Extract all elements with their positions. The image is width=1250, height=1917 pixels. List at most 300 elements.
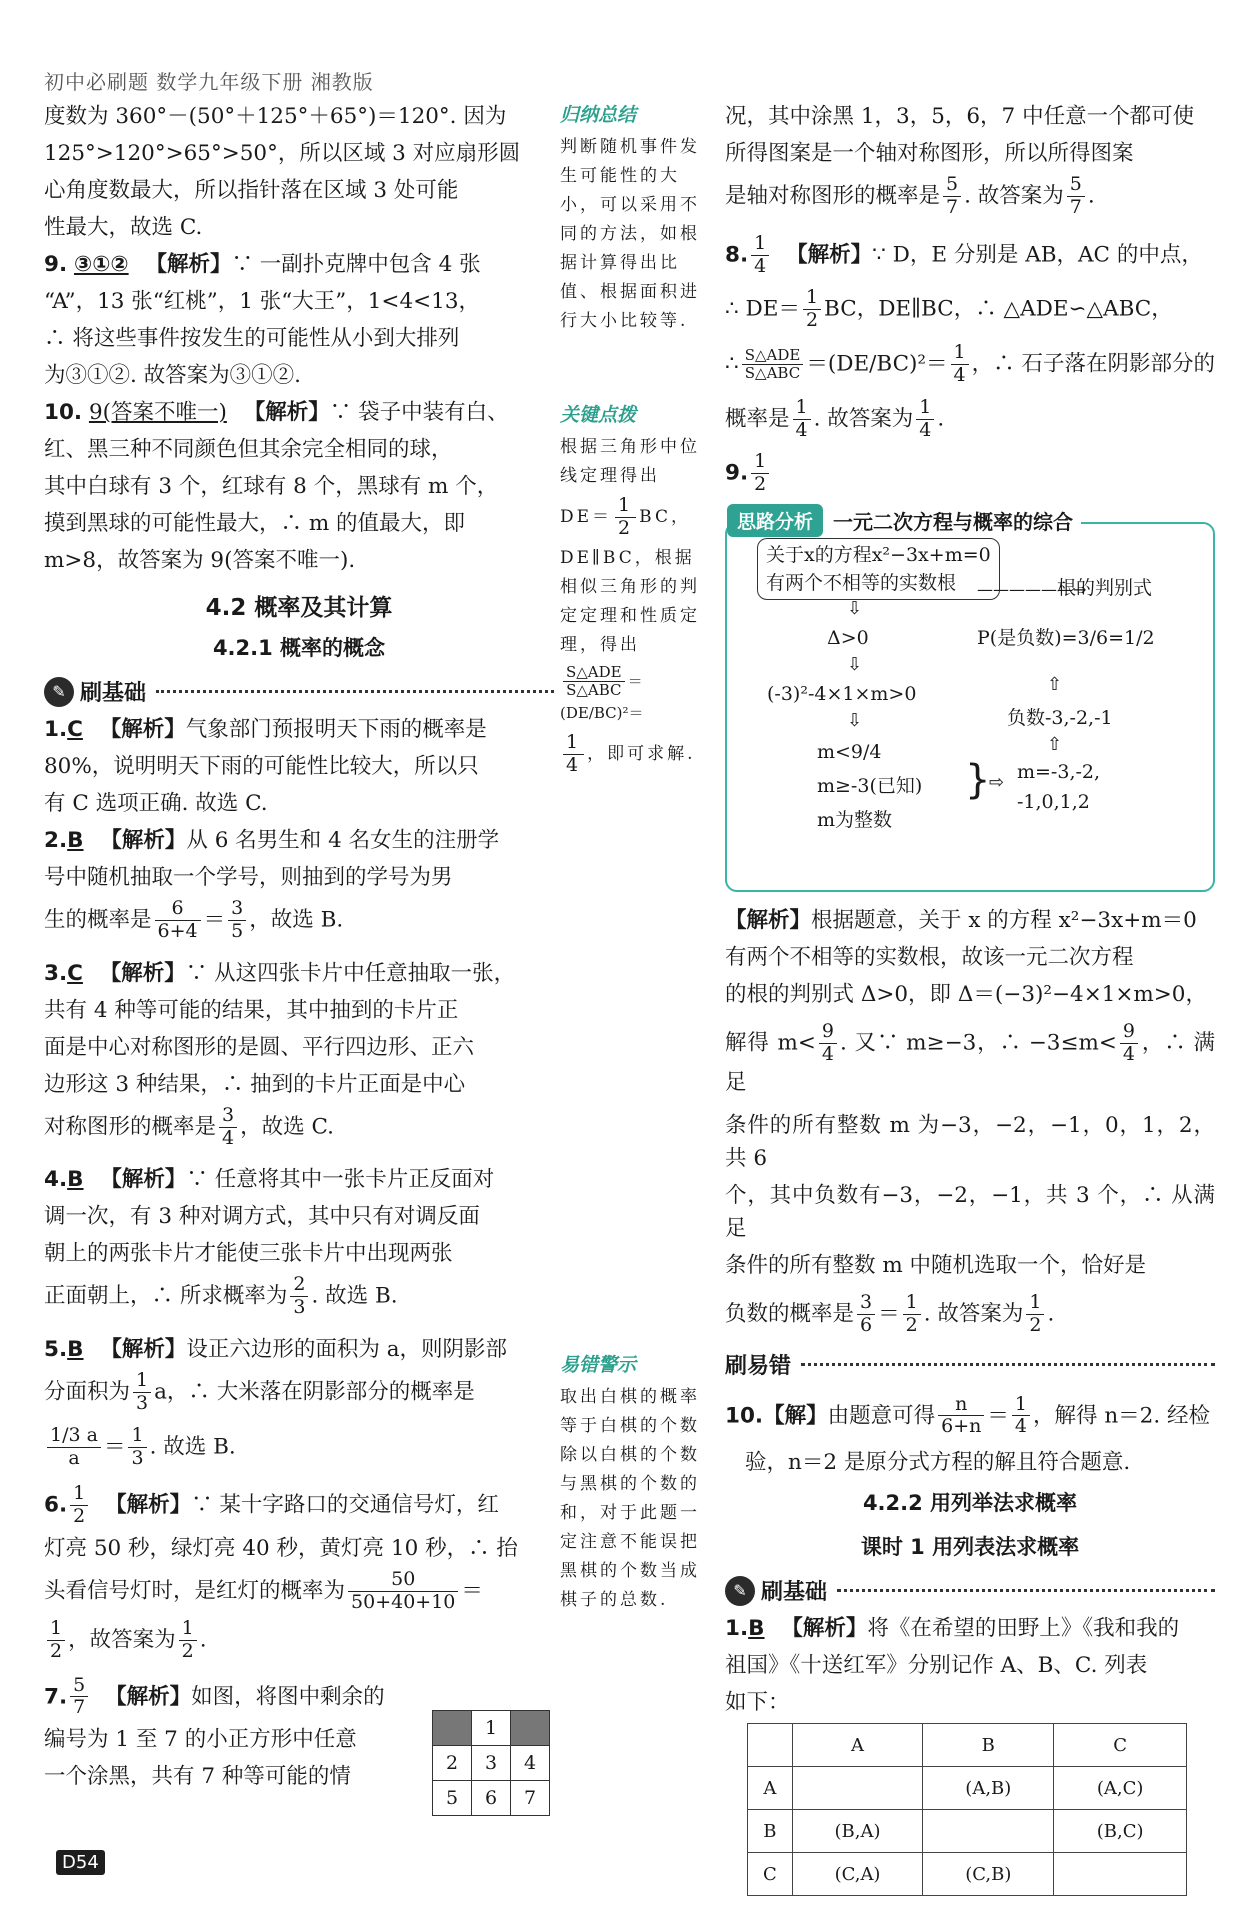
numerator: 1 [751, 233, 769, 256]
analysis-tag: 【解析】 [99, 960, 186, 986]
numerator: S△ADE [563, 664, 625, 682]
text: ∴ [725, 351, 739, 377]
badge-row [44, 676, 554, 707]
text: 对称图形的概率是 [44, 1114, 217, 1140]
text-line: 如下： [725, 1690, 790, 1716]
page-number: D54 [56, 1850, 105, 1875]
numerator: 1 [951, 342, 969, 365]
grid-cell-shaded [433, 1711, 472, 1746]
analysis-tag: 【解析】 [100, 828, 187, 853]
denominator: 7 [946, 195, 959, 218]
left-column [44, 100, 554, 1797]
text: 生的概率是 [44, 907, 152, 933]
pen-icon: ✎ [725, 1576, 755, 1606]
question-9 [725, 451, 1215, 496]
numerator: 3 [219, 1105, 237, 1128]
arrow-up-icon: ⇧ [1047, 734, 1063, 756]
text-line: 的根的判别式 Δ>0，即 Δ＝(−3)²−4×1×m>0， [725, 982, 1207, 1008]
text: ，故答案为 [68, 1627, 176, 1653]
numerator: 1/3 a [47, 1425, 101, 1448]
text: . 故答案为 [964, 183, 1064, 209]
arrow-down-icon: ⇩ [847, 710, 863, 732]
flow-node: m<9/4 [817, 741, 882, 764]
numerator: 1 [47, 1618, 65, 1641]
text: ，∴ 石子落在阴影部分的 [971, 351, 1215, 377]
question-6 [44, 1483, 554, 1528]
denominator: 4 [821, 1042, 834, 1065]
text-line [44, 1274, 554, 1319]
answer: B [67, 1167, 84, 1193]
text-line: ∴ 将这些事件按发生的可能性从小到大排列 [44, 326, 460, 351]
pen-icon: ✎ [44, 677, 74, 707]
arrow-right-icon: ⇨ [989, 772, 1005, 794]
question-number: 5. [44, 1337, 68, 1363]
equals: ＝ [203, 907, 226, 933]
text: ＝(DE/BC)²＝ [560, 671, 644, 723]
fraction [155, 898, 201, 943]
question-10 [44, 396, 554, 429]
text-line: 共有 4 种等可能的结果，其中抽到的卡片正 [44, 997, 459, 1023]
text-line: 面是中心对称图形的是圆、平行四边形、正六 [44, 1034, 475, 1060]
question-number: 8. [725, 242, 749, 268]
denominator: 2 [905, 1313, 918, 1336]
flow-node: m为整数 [817, 809, 893, 832]
equals: ＝ [461, 1578, 483, 1604]
text: ∵ D，E 分别是 AB，AC 的中点， [872, 242, 1203, 268]
denominator: 2 [618, 516, 634, 539]
text: ∵ 一副扑克牌中包含 4 张 [231, 252, 481, 277]
answer: B [67, 1337, 84, 1363]
text-line: 有 C 选项正确. 故选 C. [44, 791, 268, 816]
text: ∴ DE＝ [725, 296, 800, 322]
table-cell: (B,A) [792, 1810, 923, 1853]
answer-fraction [751, 451, 769, 496]
text: ＝(DE/BC)²＝ [806, 351, 948, 377]
question-number: 1. [44, 717, 68, 742]
denominator: 5 [231, 919, 244, 942]
answer-fraction [70, 1675, 88, 1720]
subsection-title: 4.2.1 概率的概念 [212, 636, 386, 660]
fraction [290, 1274, 308, 1319]
question-3 [44, 957, 554, 990]
table-cell: C [748, 1853, 793, 1896]
question-number: 9. [44, 252, 68, 277]
flow-node: 负数-3,-2,-1 [1007, 707, 1113, 730]
flow-node: -1,0,1,2 [1017, 791, 1090, 814]
text: . [937, 406, 945, 432]
denominator: a [68, 1446, 80, 1469]
analysis-tag: 【解析】 [100, 1167, 187, 1193]
question-number: 2. [44, 828, 68, 853]
denominator: 7 [1069, 195, 1082, 218]
table-cell [792, 1767, 923, 1810]
answer: C [67, 717, 83, 742]
flowchart-title: 一元二次方程与概率的综合 [833, 510, 1074, 535]
dotted-divider [801, 1363, 1215, 1366]
side-note-text: 根据三角形中位线定理得出 [560, 437, 700, 486]
text-line: 况，其中涂黑 1，3，5，6，7 中任意一个都可使 [725, 104, 1195, 129]
text: 气象部门预报明天下雨的概率是 [185, 717, 487, 742]
fraction [819, 1021, 837, 1066]
flow-text: 有两个不相等的实数根 [766, 572, 957, 595]
text: 概率是 [725, 406, 790, 432]
table-cell [923, 1810, 1054, 1853]
grid-cell: 5 [433, 1781, 472, 1816]
text: . [1087, 183, 1095, 209]
equals: ＝ [878, 1301, 900, 1327]
answer: B [748, 1616, 765, 1642]
side-note-text [560, 495, 700, 540]
numerator: 3 [857, 1292, 875, 1315]
badge-label: 刷基础 [761, 1580, 828, 1606]
denominator: 4 [222, 1126, 235, 1149]
denominator: 4 [1014, 1415, 1027, 1438]
side-note-text: 取出白棋的概率等于白棋的个数除以白棋的个数与黑棋的个数的和，对于此题一定注意不能误把黑棋的个数当成棋子的总数. [560, 1387, 700, 1610]
text: ，故选 C. [240, 1114, 334, 1140]
text: 负数的概率是 [725, 1301, 855, 1327]
numerator: 2 [290, 1274, 308, 1297]
denominator: 6 [860, 1313, 873, 1336]
text-line: 朝上的两张卡片才能使三张卡片中出现两张 [44, 1241, 453, 1267]
answer: 9(答案不唯一) [88, 400, 227, 425]
numerator: 5 [1067, 174, 1085, 197]
text-line: 红、黑三种不同颜色但其余完全相同的球， [44, 437, 453, 462]
analysis-tag: 【解析】 [243, 400, 330, 425]
text-line: 有两个不相等的实数根，故该一元二次方程 [725, 945, 1134, 971]
badge-basic [44, 676, 146, 707]
analysis-tag: 【解析】 [100, 1337, 187, 1363]
numerator: 1 [903, 1292, 921, 1315]
numerator: 1 [803, 287, 821, 310]
side-note-text [560, 732, 700, 777]
numerator: 5 [70, 1675, 88, 1698]
text: BC，DE∥BC，∴ △ADE∽△ABC， [824, 296, 1173, 322]
numerator: 1 [615, 495, 636, 518]
side-note-heading: 关键点拨 [560, 404, 637, 426]
text: 如图，将图中剩余的 [191, 1683, 385, 1709]
question-7 [44, 1675, 414, 1720]
analysis-flowchart [725, 510, 1215, 892]
flow-node: m≥-3(已知) [817, 775, 923, 798]
question-number: 9. [725, 460, 749, 486]
numerator: 5 [943, 174, 961, 197]
text: ，即可求解. [587, 744, 696, 765]
text-line [725, 397, 1215, 442]
text: ，解得 n＝2. 经检 [1032, 1402, 1211, 1428]
text: 从 6 名男生和 4 名女生的注册学 [186, 828, 500, 853]
text-line [44, 1618, 554, 1663]
fraction [903, 1292, 921, 1337]
denominator: 4 [953, 363, 966, 386]
table-header-cell: C [1054, 1724, 1187, 1767]
text-line: 80%，说明明天下雨的可能性比较大，所以只 [44, 754, 479, 779]
text: . 故答案为 [923, 1301, 1024, 1327]
flow-node: m=-3,-2, [1017, 761, 1101, 784]
text: 根据题意，关于 x 的方程 x²−3x+m＝0 [811, 908, 1197, 934]
text-line: 一个涂黑，共有 7 种等可能的情 [44, 1764, 351, 1790]
text-line: 条件的所有整数 m 为−3，−2，−1，0，1，2，共 6 [725, 1112, 1215, 1171]
badge-basic [725, 1575, 827, 1606]
numerator: 1 [179, 1618, 197, 1641]
text-line: 心角度数最大，所以指针落在区域 3 处可能 [44, 178, 459, 203]
table-row [748, 1767, 1187, 1810]
flowchart-header [727, 504, 1081, 537]
denominator: 2 [181, 1639, 194, 1662]
question-9 [44, 248, 554, 281]
text-line: m>8，故答案为 9(答案不唯一). [44, 548, 356, 573]
flow-label: 根的判别式 [1057, 577, 1153, 600]
fraction [348, 1569, 458, 1614]
solution-tag: 【解】 [763, 1402, 828, 1428]
denominator: 3 [131, 1446, 144, 1469]
table-cell: (B,C) [1054, 1810, 1187, 1853]
denominator: 2 [1029, 1313, 1042, 1336]
text-line: 祖国》《十送红军》分别记作 A、B、C. 列表 [725, 1653, 1148, 1679]
side-note-text [560, 664, 700, 729]
fraction [951, 342, 969, 387]
numerator: 1 [70, 1483, 88, 1506]
numerator: 1 [133, 1370, 151, 1393]
fraction [916, 397, 934, 442]
fraction [228, 898, 246, 943]
text-line [44, 1425, 554, 1470]
flow-text: 关于x的方程x²−3x+m=0 [766, 544, 991, 567]
text: ，∴ 满足 [725, 1030, 1215, 1095]
fraction [179, 1618, 197, 1663]
text: ∵ 某十字路口的交通信号灯，红 [191, 1492, 499, 1518]
text-line: 性最大，故选 C. [44, 215, 203, 240]
question-4 [44, 1163, 554, 1196]
fraction [615, 495, 636, 540]
side-note-key-point [560, 400, 700, 797]
text: . 故答案为 [813, 406, 914, 432]
numerator: S△ADE [742, 347, 804, 365]
analysis-tag: 【解析】 [99, 717, 186, 742]
analysis-tag: 【解析】 [105, 1492, 192, 1518]
text-line: 为③①②. 故答案为③①②. [44, 363, 302, 388]
analysis-tag: 【解析】 [786, 242, 873, 268]
question-number: 1. [725, 1616, 749, 1642]
denominator: 6+4 [157, 919, 198, 942]
fraction [128, 1425, 146, 1470]
text-line [725, 342, 1215, 387]
fraction [219, 1105, 237, 1150]
denominator: 2 [754, 473, 767, 496]
table-header-cell: B [923, 1724, 1054, 1767]
denominator: 4 [754, 254, 767, 277]
listing-table [747, 1723, 1187, 1896]
table-header-cell: A [792, 1724, 923, 1767]
text: . 又∵ m≥−3，∴ −3≤m< [840, 1030, 1117, 1056]
fraction [803, 287, 821, 332]
flow-node: Δ>0 [827, 627, 869, 650]
answer-fraction [751, 233, 769, 278]
text-line [44, 898, 554, 943]
page-header: 初中必刷题 数学九年级下册 湘教版 [44, 70, 374, 94]
numerator: 1 [563, 732, 584, 755]
fraction [742, 347, 804, 383]
denominator: S△ABC [744, 363, 801, 382]
numerator: 1 [793, 397, 811, 420]
table-header-cell [748, 1724, 793, 1767]
text: 由题意可得 [827, 1402, 936, 1428]
table-cell [1054, 1853, 1187, 1896]
table-cell: (C,B) [923, 1853, 1054, 1896]
table-cell: B [748, 1810, 793, 1853]
denominator: 7 [73, 1696, 86, 1719]
text: 解得 m< [725, 1030, 816, 1056]
analysis-tag: 【解析】 [781, 1616, 868, 1642]
dotted-divider [156, 690, 554, 693]
flow-node: (-3)²-4×1×m>0 [767, 683, 917, 706]
fraction [563, 732, 584, 777]
table-row [748, 1810, 1187, 1853]
side-note-warning [560, 1350, 700, 1635]
text-line: 条件的所有整数 m 中随机选取一个，恰好是 [725, 1252, 1147, 1278]
text: a，∴ 大米落在阴影部分的概率是 [154, 1379, 475, 1405]
denominator: 4 [1122, 1042, 1135, 1065]
flow-condition-box [757, 538, 1000, 600]
subsection-title: 4.2.2 用列举法求概率 [862, 1491, 1078, 1516]
question-number: 4. [44, 1167, 68, 1193]
fraction [943, 174, 961, 219]
side-note-text: DE∥BC，根据相似三角形的判定定理和性质定理，得出 [560, 547, 700, 655]
text-line: 个，其中负数有−3，−2，−1，共 3 个，∴ 从满足 [725, 1182, 1215, 1241]
question-number: 10. [725, 1402, 764, 1428]
grid-cell: 1 [472, 1711, 511, 1746]
square-grid [432, 1710, 550, 1816]
side-note-summary [560, 100, 700, 356]
question-8 [725, 233, 1215, 278]
numerator: 1 [751, 451, 769, 474]
question-1 [44, 713, 554, 746]
answer-fraction [70, 1483, 88, 1528]
badge-row [725, 1349, 1215, 1380]
equals: ＝ [103, 1434, 126, 1460]
denominator: 4 [566, 754, 582, 777]
text-line [44, 1105, 554, 1150]
text-line: 摸到黑球的可能性最大，∴ m 的值最大，即 [44, 511, 466, 536]
denominator: 2 [73, 1505, 86, 1528]
denominator: S△ABC [566, 680, 622, 699]
answer: B [67, 828, 84, 853]
text-line: “A”，13 张“红桃”，1 张“大王”，1<4<13， [44, 289, 480, 314]
question-5 [44, 1333, 554, 1366]
text-line: 度数为 360°－(50°＋125°＋65°)＝120°. 因为 [44, 104, 507, 129]
text-line: 验，n＝2 是原分式方程的解且符合题意. [745, 1450, 1131, 1476]
denominator: 4 [795, 418, 808, 441]
numerator: 50 [348, 1569, 458, 1592]
fraction [47, 1425, 101, 1470]
question-1 [725, 1612, 1215, 1645]
text-line [725, 1292, 1215, 1337]
fraction [793, 397, 811, 442]
badge-error-prone: 刷易错 [725, 1353, 792, 1379]
text-line: 号中随机抽取一个学号，则抽到的学号为男 [44, 865, 453, 890]
text: ∵ 袋子中装有白、 [329, 400, 509, 425]
text-line: 边形这 3 种结果，∴ 抽到的卡片正面是中心 [44, 1071, 466, 1097]
badge-row [725, 1575, 1215, 1606]
text-line: 编号为 1 至 7 的小正方形中任意 [44, 1727, 357, 1753]
brace-icon: } [965, 757, 991, 804]
text: 正面朝上，∴ 所求概率为 [44, 1283, 288, 1309]
numerator: 1 [1026, 1292, 1044, 1315]
fraction [1067, 174, 1085, 219]
numerator: 1 [128, 1425, 146, 1448]
denominator: 2 [805, 309, 819, 332]
denominator: 6+n [941, 1415, 982, 1438]
answer: ③①② [73, 252, 129, 277]
answer: C [67, 960, 83, 986]
grid-cell: 2 [433, 1746, 472, 1781]
grid-cell: 4 [511, 1746, 550, 1781]
badge-label: 刷基础 [80, 681, 147, 706]
equals: ＝ [987, 1402, 1009, 1428]
numerator: 1 [1012, 1394, 1030, 1417]
right-column [725, 100, 1215, 1896]
fraction [1026, 1292, 1044, 1337]
question-10 [725, 1394, 1215, 1439]
text-line [725, 1021, 1215, 1099]
side-note-text: 判断随机事件发生可能性的大小，可以采用不同的方法，如根据计算得出比值、根据面积进行大小比较等. [560, 137, 700, 331]
table-cell: (C,A) [792, 1853, 923, 1896]
text: . 故选 B. [149, 1434, 236, 1460]
text-line: 其中白球有 3 个，红球有 8 个，黑球有 m 个， [44, 474, 499, 499]
fraction [1120, 1021, 1138, 1066]
grid-cell-shaded [511, 1711, 550, 1746]
fraction [47, 1618, 65, 1663]
grid-cell: 6 [472, 1781, 511, 1816]
table-row [748, 1853, 1187, 1896]
side-note-heading: 易错警示 [560, 1354, 637, 1376]
denominator: 4 [919, 418, 932, 441]
table-cell: A [748, 1767, 793, 1810]
text: ∵ 从这四张卡片中任意抽取一张， [185, 960, 516, 986]
text: 是轴对称图形的概率是 [725, 183, 941, 209]
text: ∵ 任意将其中一张卡片正反面对 [186, 1167, 495, 1193]
text: . [199, 1627, 207, 1653]
arrow-down-icon: ⇩ [847, 654, 863, 676]
numerator: 1 [916, 397, 934, 420]
section-title: 4.2 概率及其计算 [205, 595, 393, 621]
text-line: 调一次，有 3 种对调方式，其中只有对调反面 [44, 1204, 480, 1230]
fraction [563, 664, 625, 700]
text-line: 灯亮 50 秒，绿灯亮 40 秒，黄灯亮 10 秒，∴ 抬 [44, 1536, 518, 1562]
text: 分面积为 [44, 1379, 131, 1405]
question-number: 3. [44, 960, 68, 986]
arrow-down-icon: ⇩ [847, 598, 863, 620]
side-note-heading: 归纳总结 [560, 104, 637, 126]
text: BC， [639, 506, 691, 527]
flowchart-tag: 思路分析 [727, 504, 823, 537]
fraction [857, 1292, 875, 1337]
numerator: 6 [155, 898, 201, 921]
numerator: 3 [228, 898, 246, 921]
table-cell: (A,C) [1054, 1767, 1187, 1810]
text-line [44, 1569, 554, 1614]
text-line: 所得图案是一个轴对称图形，所以所得图案 [725, 141, 1134, 166]
text-line: 125°>120°>65°>50°，所以区域 3 对应扇形圆 [44, 141, 521, 166]
denominator: 3 [293, 1296, 306, 1319]
numerator: 9 [819, 1021, 837, 1044]
analysis-tag: 【解析】 [145, 252, 232, 277]
text-line [44, 1370, 554, 1415]
analysis-tag: 【解析】 [725, 908, 812, 934]
fraction [938, 1394, 984, 1439]
grid-cell: 7 [511, 1781, 550, 1816]
dotted-divider [837, 1589, 1215, 1592]
text-line [725, 287, 1215, 332]
